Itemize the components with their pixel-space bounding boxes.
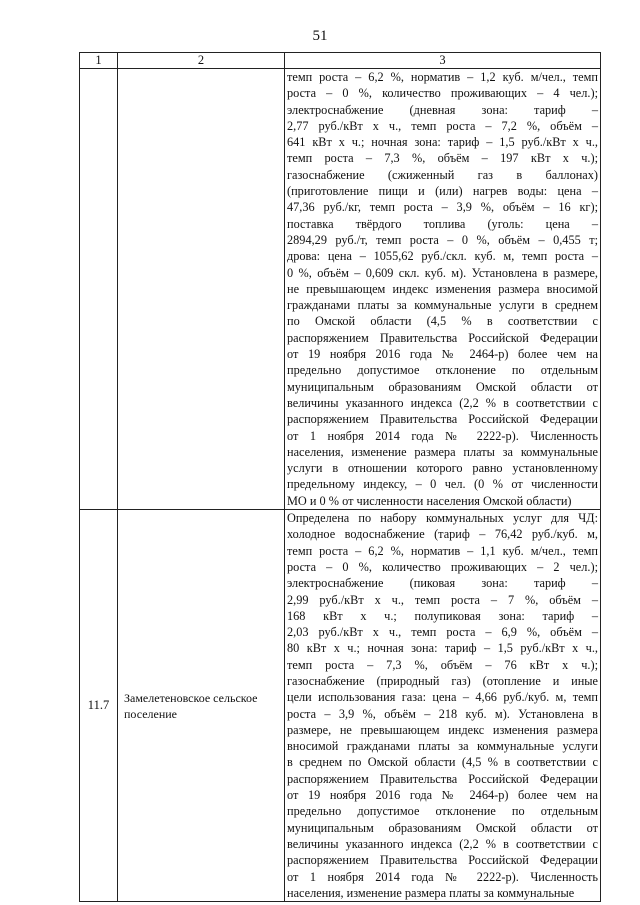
text-line: вносимой гражданами платы за коммунальные услуги [287, 739, 598, 754]
text-line: величины указанного индекса (2,2 % в соответствии с [287, 395, 598, 410]
table-header-row [80, 53, 601, 69]
text-line: 168 кВт х ч.; полупиковая зона: тариф – [287, 608, 598, 623]
text-line: в среднем по Омской области (4,5 % в соответствии с [287, 755, 598, 770]
column-header: 2 [118, 53, 285, 69]
table-row [80, 69, 601, 510]
text-line: 80 кВт х ч.; ночная зона: тариф – 1,5 руб./кВт х ч., [287, 641, 598, 656]
text-line: темп роста – 7,3 %, объём – 76 кВт х ч.); [287, 657, 598, 672]
text-line: муниципальным образованиям Омской области от [287, 379, 598, 394]
settlement-name: Замелетеновское сельское поселение [118, 510, 285, 902]
table-row [80, 510, 601, 902]
text-line: МО и 0 % от численности населения Омской области) [287, 493, 572, 508]
text-line: 2,99 руб./кВт х ч., темп роста – 7 %, объём – [287, 592, 598, 607]
text-line: распоряжением Правительства Российской Федерации [287, 330, 598, 345]
text-line: величины указанного индекса (2,2 % в соответствии с [287, 836, 598, 851]
text-line: 2894,29 руб./т, темп роста – 0 %, объём – 0,455 т; [287, 232, 598, 247]
text-line: распоряжением Правительства Российской Федерации [287, 771, 598, 786]
text-line: электроснабжение (пиковая зона: тариф – [287, 576, 598, 591]
text-line: дрова: цена – 1055,62 руб./скл. куб. м, темп роста – [287, 249, 598, 264]
text-line: размере, не превышающем индекс изменения размера [287, 722, 598, 737]
text-line: 2,77 руб./кВт х ч., темп роста – 7,2 %, объём – [287, 118, 598, 133]
text-line: не превышающем индекс изменения размера вносимой [287, 281, 598, 296]
text-line: Определена по набору коммунальных услуг для ЧД: [287, 511, 598, 526]
text-line: от 19 ноября 2016 года № 2464-р) более чем на [287, 347, 598, 362]
text-line: по Омской области (4,5 % в соответствии с [287, 314, 598, 329]
text-line: от 1 ноября 2014 года № 2222-р). Численность [287, 428, 598, 443]
settlement-name [118, 69, 285, 510]
text-line: предельно допустимое отклонение по отдельным [287, 804, 598, 819]
text-line: темп роста – 6,2 %, норматив – 1,2 куб. м/чел., темп [287, 70, 598, 84]
description-cell [285, 510, 601, 902]
text-line: 2,03 руб./кВт х ч., темп роста – 6,9 %, объём – [287, 625, 598, 640]
row-number: 11.7 [80, 510, 118, 902]
text-line: цели использования газа: цена – 4,66 руб./куб. м, темп [287, 690, 598, 705]
text-line: муниципальным образованиям Омской области от [287, 820, 598, 835]
text-line: распоряжением Правительства Российской Федерации [287, 853, 598, 868]
text-line: населения, изменение размера платы за коммунальные [287, 885, 575, 900]
column-header: 3 [285, 53, 601, 69]
text-line: 641 кВт х ч.; ночная зона: тариф – 1,5 руб./кВт х ч., [287, 135, 598, 150]
text-line: 47,36 руб./кг, темп роста – 3,9 %, объём – 16 кг); [287, 200, 598, 215]
text-line: гражданами платы за коммунальные услуги в среднем [287, 298, 598, 313]
text-line: электроснабжение (дневная зона: тариф – [287, 102, 598, 117]
text-line: темп роста – 7,3 %, объём – 197 кВт х ч.); [287, 151, 598, 166]
text-line: роста – 0 %, количество проживающих – 2 чел.); [287, 559, 598, 574]
text-line: поставка твёрдого топлива (уголь: цена – [287, 216, 598, 231]
text-line: распоряжением Правительства Российской Федерации [287, 412, 598, 427]
text-line: от 19 ноября 2016 года № 2464-р) более чем на [287, 788, 598, 803]
text-line: предельному индексу, – 0 чел. (0 % от численности [287, 477, 598, 492]
text-line: от 1 ноября 2014 года № 2222-р). Численность [287, 869, 598, 884]
text-line: роста – 0 %, количество проживающих – 4 чел.); [287, 86, 598, 101]
column-header: 1 [80, 53, 118, 69]
text-line: газоснабжение (сжиженный газ в баллонах) [287, 167, 598, 182]
text-line: услуги в отношении которого равно установленному [287, 461, 598, 476]
text-line: роста – 3,9 %, объём – 218 куб. м). Установлена в [287, 706, 598, 721]
page-number: 51 [312, 28, 328, 44]
text-line: холодное водоснабжение (тариф – 76,42 руб./куб. м, [287, 527, 598, 542]
text-line: населения, изменение размера платы за коммунальные [287, 444, 598, 459]
text-line: 0 %, объём – 0,609 скл. куб. м). Установлена в размере, [287, 265, 598, 280]
text-line: газоснабжение (природный газ) (отопление и иные [287, 673, 598, 688]
description-cell [285, 69, 601, 510]
text-line: темп роста – 6,2 %, норматив – 1,1 куб. м/чел., темп [287, 543, 598, 558]
text-line: предельно допустимое отклонение по отдельным [287, 363, 598, 378]
document-table [79, 52, 601, 902]
text-line: (приготовление пищи и (или) нагрев воды: цена – [287, 184, 598, 199]
row-number [80, 69, 118, 510]
